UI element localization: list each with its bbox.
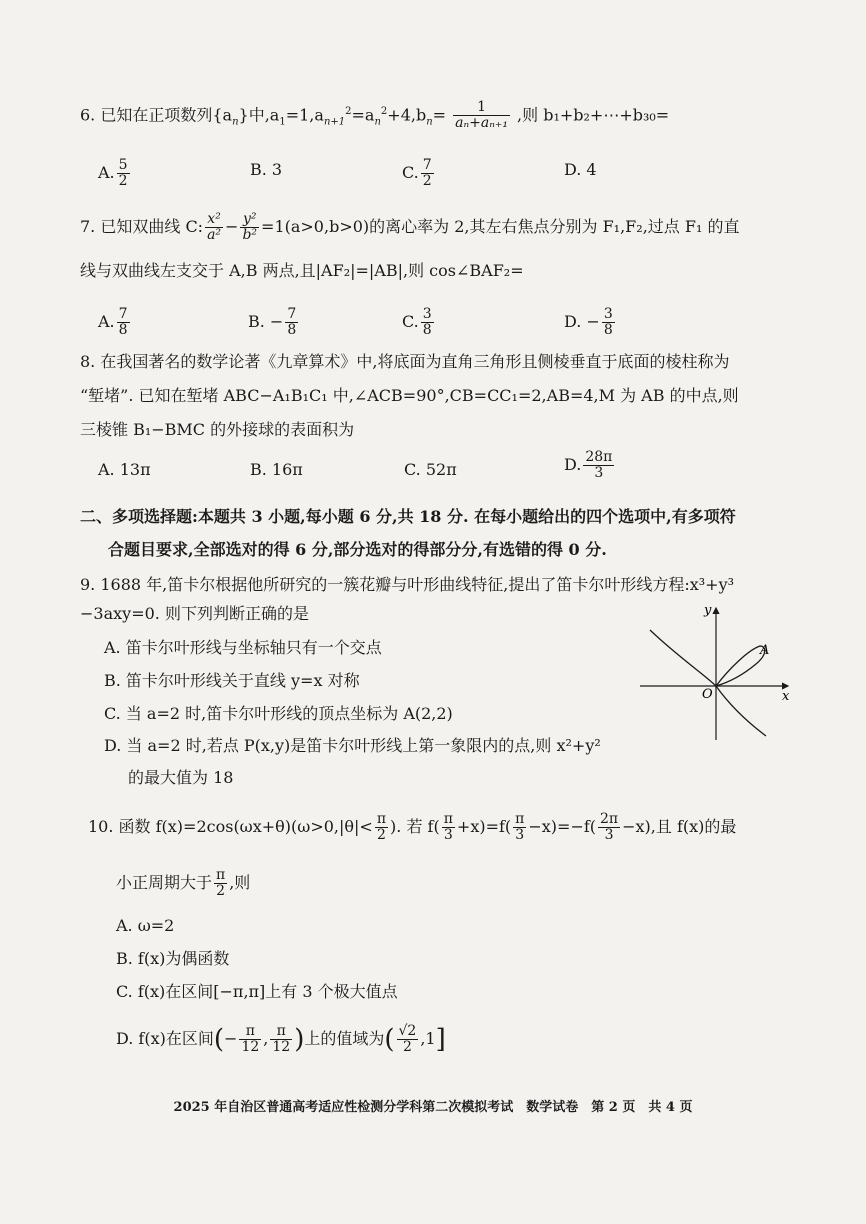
graph-label-a: A [760, 643, 770, 658]
q8-option-a[interactable]: A. 13π [98, 460, 151, 479]
q10-option-a[interactable]: A. ω=2 [116, 916, 175, 935]
q9-option-c[interactable]: C. 当 a=2 时,笛卡尔叶形线的顶点坐标为 A(2,2) [104, 704, 453, 723]
q8-line-2: “堑堵”. 已知在堑堵 ABC−A₁B₁C₁ 中,∠ACB=90°,CB=CC₁=2,AB=4,M 为 AB 的中点,则 [80, 386, 739, 405]
q6-option-b[interactable]: B. 3 [250, 160, 283, 179]
folium-graph [636, 600, 796, 745]
q6-bn-fraction: $\frac{1}{\text{aₙ+aₙ₊₁}}$ [455, 99, 508, 132]
q8-option-c[interactable]: C. 52π [404, 460, 457, 479]
q10-line-2: 小正周期大于 $\frac{\pi}{2}$ ,则 [116, 867, 251, 899]
q8-line-3: 三棱锥 B₁−BMC 的外接球的表面积为 [80, 420, 355, 439]
q6-option-d[interactable]: D. 4 [564, 160, 597, 179]
q7-option-d[interactable]: D. − $\frac{3}{8}$ [564, 306, 613, 338]
q6-option-a[interactable]: A. $\frac{5}{2}$ [98, 157, 128, 189]
q9-option-d-continued: 的最大值为 18 [128, 768, 234, 787]
section-2-header-line-1: 二、多项选择题:本题共 3 小题,每小题 6 分,共 18 分. 在每小题给出的四个选项中,有多项符 [80, 507, 736, 526]
q6-stem: 6. 已知在正项数列$\{a_n\}$中$,a_1=1,a_{n+1}^2=a_n^2+4,b_n=$ $\frac{1}{\text{aₙ+aₙ₊₁}}$ ,则 b₁+b₂+⋯+b₃₀= [80, 99, 670, 132]
graph-label-origin: O [702, 687, 713, 702]
q9-option-b[interactable]: B. 笛卡尔叶形线关于直线 y=x 对称 [104, 671, 360, 690]
q9-line-1: 9. 1688 年,笛卡尔根据他所研究的一簇花瓣与叶形曲线特征,提出了笛卡尔叶形线方程:x³+y³ [80, 575, 735, 594]
q10-option-b[interactable]: B. f(x)为偶函数 [116, 949, 230, 968]
q7-line-1: 7. 已知双曲线 C: $\frac{\text{x²}}{\text{a²}}$ − $\frac{\text{y²}}{\text{b²}}$ =1(a>0,b>0)的离心率为 2,其左右焦点分别为 F₁,F₂,过点 F₁ 的直 [80, 211, 740, 243]
q7-line-2: 线与双曲线左支交于 A,B 两点,且|AF₂|=|AB|,则 cos∠BAF₂= [80, 261, 524, 280]
folium-curve [650, 630, 766, 736]
q8-option-b[interactable]: B. 16π [250, 460, 303, 479]
q9-option-d[interactable]: D. 当 a=2 时,若点 P(x,y)是笛卡尔叶形线上第一象限内的点,则 x²+y² [104, 736, 601, 755]
page-footer: 2025 年自治区普通高考适应性检测分学科第二次模拟考试 数学试卷 第 2 页 共 4 页 [173, 1100, 693, 1115]
graph-label-x: x [782, 689, 790, 704]
q10-line-1: 10. 函数 f(x)=2cos(ωx+θ)(ω>0,|θ|< $\frac{\pi}{2}$ ). 若 f( $\frac{\pi}{3}$ +x)=f( $\frac{\pi}{3}$ −x)=−f( $\frac{2\pi}{3}$ −x),且 f(x)的最 [88, 811, 737, 843]
q9-line-2: −3axy=0. 则下列判断正确的是 [80, 604, 309, 623]
q9-option-a[interactable]: A. 笛卡尔叶形线与坐标轴只有一个交点 [104, 638, 382, 657]
q10-option-c[interactable]: C. f(x)在区间[−π,π]上有 3 个极大值点 [116, 982, 398, 1001]
q10-option-d[interactable]: D. f(x)在区间(− $\frac{\pi}{12}$ , $\frac{\pi}{12}$ )上的值域为( $\frac{√2}{2}$ ,1] [116, 1023, 446, 1055]
q8-line-1: 8. 在我国著名的数学论著《九章算术》中,将底面为直角三角形且侧棱垂直于底面的棱柱称为 [80, 352, 730, 371]
section-2-header-line-2: 合题目要求,全部选对的得 6 分,部分选对的得部分分,有选错的得 0 分. [108, 540, 607, 559]
q7-option-b[interactable]: B. − $\frac{7}{8}$ [248, 306, 297, 338]
q7-option-a[interactable]: A. $\frac{7}{8}$ [98, 306, 128, 338]
graph-label-y: y [704, 603, 712, 618]
q8-option-d[interactable]: D. $\frac{28\pi}{3}$ [564, 449, 613, 481]
q6-option-c[interactable]: C. $\frac{7}{2}$ [402, 157, 432, 189]
q7-option-c[interactable]: C. $\frac{3}{8}$ [402, 306, 432, 338]
